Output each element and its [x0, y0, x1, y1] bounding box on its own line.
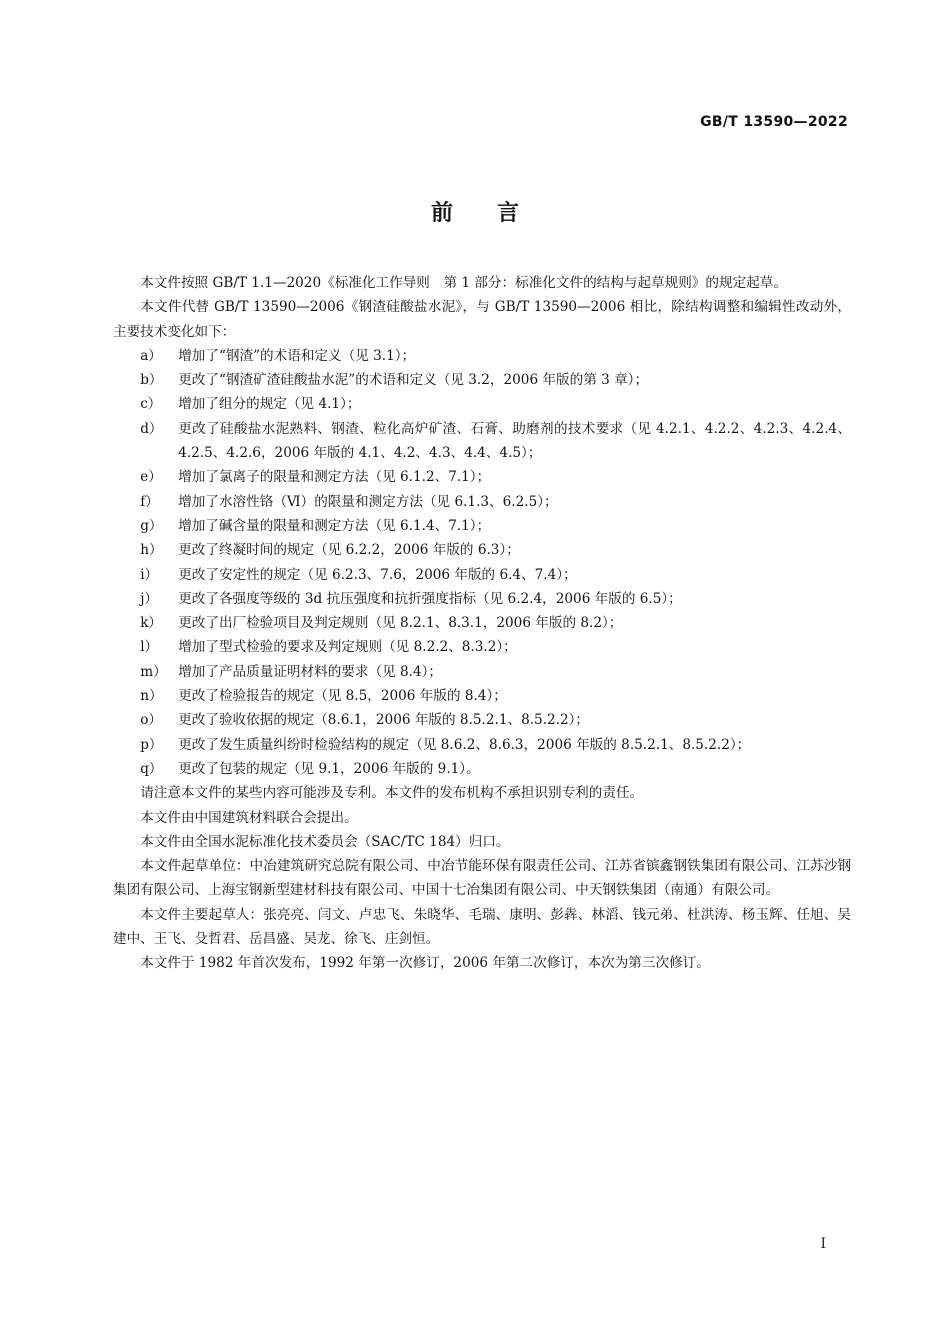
list-item-text: 更改了各强度等级的 3d 抗压强度和抗折强度指标（见 6.2.4，2006 年版的 6.5）；	[178, 590, 682, 607]
intro-paragraph-replacement: 本文件代替 GB/T 13590—2006《钢渣硅酸盐水泥》，与 GB/T 13590—2006 相比，除结构调整和编辑性改动外，主要技术变化如下：	[113, 299, 851, 340]
list-item	[113, 733, 851, 757]
list-item-label: p）	[140, 736, 163, 753]
list-item	[113, 538, 851, 562]
list-item-text: 增加了氯离子的限量和测定方法（见 6.1.2、7.1）；	[178, 469, 491, 486]
intro-paragraph-drafting-rules: 本文件按照 GB/T 1.1—2020《标准化工作导则 第 1 部分：标准化文件的结构与起草规则》的规定起草。	[140, 275, 787, 291]
list-item-label: k）	[140, 615, 163, 632]
list-item-label: q）	[140, 760, 163, 777]
list-item-text: 增加了碱含量的限量和测定方法（见 6.1.4、7.1）；	[178, 517, 491, 534]
document-body	[113, 271, 851, 976]
list-item-label: n）	[140, 688, 163, 705]
drafting-units-paragraph: 本文件起草单位：中冶建筑研究总院有限公司、中冶节能环保有限责任公司、江苏省镔鑫钢铁集团有限公司、江苏沙钢集团有限公司、上海宝钢新型建材科技有限公司、中国十七冶集团有限公司、中天钢铁集团（南通）有限公司。	[113, 858, 851, 899]
list-item-label: l）	[140, 639, 159, 656]
list-item-text: 更改了检验报告的规定（见 8.5，2006 年版的 8.4）；	[178, 688, 507, 705]
list-item-label: d）	[140, 420, 163, 437]
committee-paragraph: 本文件由全国水泥标准化技术委员会（SAC/TC 184）归口。	[140, 833, 510, 850]
list-item-label: g）	[140, 517, 163, 534]
list-item-label: j）	[140, 590, 158, 607]
proposer-paragraph: 本文件由中国建筑材料联合会提出。	[140, 809, 358, 826]
list-item	[113, 611, 851, 635]
list-item-label: i）	[140, 566, 159, 583]
list-item-text: 增加了产品质量证明材料的要求（见 8.4）；	[178, 663, 443, 680]
list-item-text: 更改了包装的规定（见 9.1，2006 年版的 9.1）。	[178, 760, 480, 777]
list-item-label: m）	[140, 663, 167, 680]
list-item-text: 更改了终凝时间的规定（见 6.2.2，2006 年版的 6.3）；	[178, 542, 520, 559]
patent-notice-paragraph: 请注意本文件的某些内容可能涉及专利。本文件的发布机构不承担识别专利的责任。	[140, 785, 644, 802]
list-item-label: o）	[140, 712, 162, 729]
publication-history-paragraph: 本文件于 1982 年首次发布，1992 年第一次修订，2006 年第二次修订，本次为第三次修订。	[140, 955, 710, 972]
list-item-text: 更改了出厂检验项目及判定规则（见 8.2.1、8.3.1，2006 年版的 8.2）；	[178, 615, 623, 632]
list-item	[113, 490, 851, 514]
list-item-text: 更改了硅酸盐水泥熟料、钢渣、粒化高炉矿渣、石膏、助磨剂的技术要求（见 4.2.1、4.2.2、4.2.3、4.2.4、4.2.5、4.2.6，2006 年版的 4.1、4.2、4.3、4.4、4.5）；	[178, 420, 851, 462]
page-number: Ⅰ	[820, 1236, 826, 1252]
drafters-paragraph: 本文件主要起草人：张亮亮、闫文、卢忠飞、朱晓华、毛瑞、康明、彭犇、林滔、钱元弟、杜洪涛、杨玉辉、任旭、吴建中、王飞、殳哲君、岳昌盛、吴龙、徐飞、庄剑恒。	[113, 906, 851, 948]
list-item-label: h）	[140, 542, 163, 559]
technical-changes-list	[113, 344, 851, 781]
list-item-text: 增加了组分的规定（见 4.1）；	[178, 396, 361, 413]
list-item-label: b）	[140, 372, 163, 389]
page-title: 前言	[430, 201, 563, 226]
list-item-label: f）	[140, 493, 159, 510]
list-item-text: 更改了“钢渣矿渣硅酸盐水泥”的术语和定义（见 3.2，2006 年版的第 3 章）；	[178, 372, 649, 389]
list-item	[113, 635, 851, 659]
list-item	[113, 684, 851, 708]
list-item	[113, 417, 851, 466]
list-item	[113, 708, 851, 732]
list-item	[113, 465, 851, 489]
list-item	[113, 563, 851, 587]
list-item-label: c）	[140, 396, 162, 413]
list-item	[113, 660, 851, 684]
list-item	[113, 514, 851, 538]
list-item	[113, 392, 851, 416]
list-item-text: 更改了发生质量纠纷时检验结构的规定（见 8.6.2、8.6.3，2006 年版的 8.5.2.1、8.5.2.2）；	[178, 736, 751, 753]
list-item-text: 更改了验收依据的规定（8.6.1，2006 年版的 8.5.2.1、8.5.2.2）；	[178, 712, 590, 729]
list-item	[113, 587, 851, 611]
list-item	[113, 368, 851, 392]
list-item	[113, 344, 851, 368]
list-item-text: 增加了水溶性铬（Ⅵ）的限量和测定方法（见 6.1.3、6.2.5）；	[178, 493, 558, 510]
list-item-text: 更改了安定性的规定（见 6.2.3、7.6，2006 年版的 6.4、7.4）；	[178, 566, 577, 583]
list-item-text: 增加了型式检验的要求及判定规则（见 8.2.2、8.3.2）；	[178, 639, 517, 656]
list-item-text: 增加了“钢渣”的术语和定义（见 3.1）；	[178, 347, 416, 364]
standard-code: GB/T 13590—2022	[700, 114, 848, 130]
list-item-label: e）	[140, 469, 162, 486]
list-item-label: a）	[140, 347, 162, 364]
list-item	[113, 757, 851, 781]
